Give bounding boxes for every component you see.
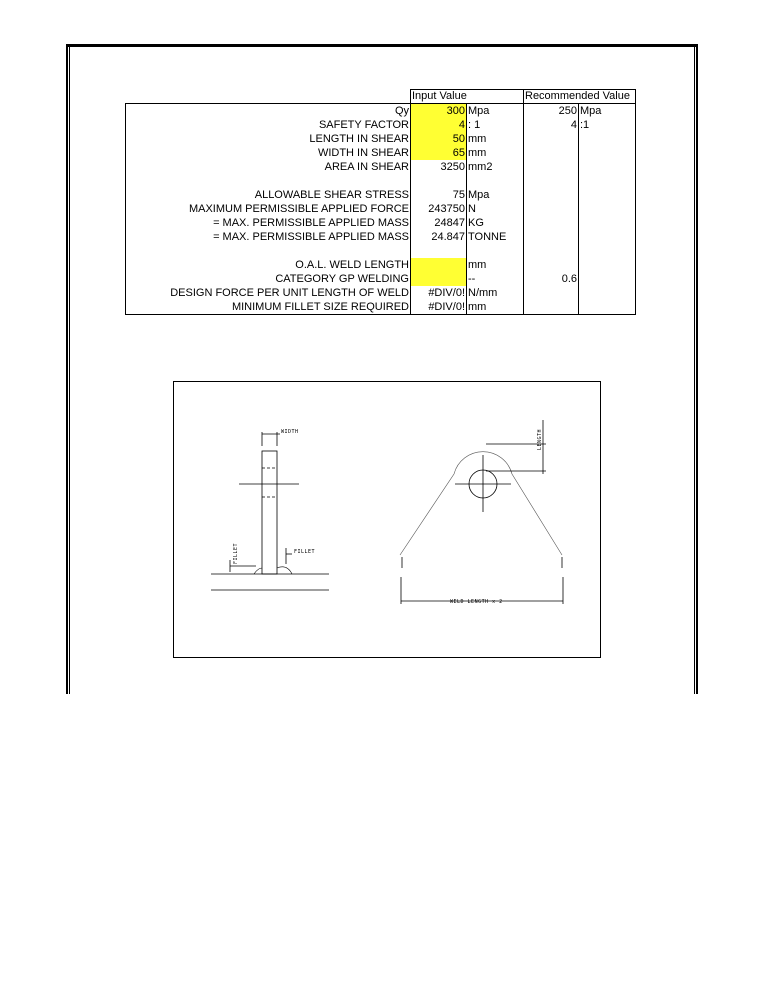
row-min-fillet-size (126, 300, 636, 315)
calculation-sheet (125, 89, 636, 315)
unit-cell: KG (468, 216, 484, 229)
value-cell: 243750 (411, 202, 467, 216)
row-label: CATEGORY GP WELDING (126, 272, 411, 286)
row-label: DESIGN FORCE PER UNIT LENGTH OF WELD (126, 286, 411, 300)
lug-weld-drawing (173, 381, 601, 658)
fillet-left-label: FILLET (233, 542, 239, 564)
value-cell: 24.847 (411, 230, 467, 244)
unit-cell: N (468, 202, 476, 215)
drawing-svg (174, 382, 602, 659)
row-safety-factor (126, 118, 636, 132)
page-frame-inner-rule (694, 44, 695, 694)
unit-cell (467, 244, 524, 258)
spacer-row (126, 174, 636, 188)
unit-cell: mm (467, 300, 524, 315)
recommended-unit-cell (579, 202, 636, 216)
input-cell-safety-factor[interactable]: 4 (411, 118, 467, 132)
row-area-in-shear (126, 160, 636, 174)
recommended-cell (524, 244, 579, 258)
unit-cell: Mpa (467, 104, 524, 119)
input-cell-width-in-shear[interactable]: 65 (411, 146, 467, 160)
row-category-gp-welding (126, 272, 636, 286)
recommended-cell (524, 286, 579, 300)
unit-cell: TONNE (468, 230, 507, 243)
unit-cell: : 1 (468, 118, 481, 131)
row-label (126, 174, 411, 188)
width-dim-label: WIDTH (281, 429, 299, 435)
row-oal-weld-length (126, 258, 636, 272)
recommended-unit-cell (579, 146, 636, 160)
recommended-unit-cell (579, 132, 636, 146)
row-max-applied-force (126, 202, 636, 216)
row-label: WIDTH IN SHEAR (126, 146, 411, 160)
row-qy (126, 104, 636, 119)
value-cell: 3250 (411, 160, 467, 174)
row-label: ALLOWABLE SHEAR STRESS (126, 188, 411, 202)
row-max-applied-mass-tonne (126, 230, 636, 244)
recommended-cell (524, 202, 579, 216)
weld-length-dim-label: WELD LENGTH x 2 (450, 599, 503, 605)
recommended-cell: 0.6 (524, 272, 579, 286)
value-cell: 75 (411, 188, 467, 202)
row-label: O.A.L. WELD LENGTH (126, 258, 411, 272)
recommended-unit-cell: :1 (579, 118, 636, 132)
recommended-unit-cell (579, 230, 636, 244)
row-length-in-shear (126, 132, 636, 146)
row-width-in-shear (126, 146, 636, 160)
input-cell-qy[interactable]: 300 (411, 104, 467, 119)
header-row (126, 90, 636, 104)
recommended-unit-cell (579, 286, 636, 300)
unit-cell: mm (468, 146, 487, 159)
recommended-cell: 4 (524, 118, 579, 132)
input-cell-category-gp-welding[interactable] (411, 272, 467, 286)
row-label: AREA IN SHEAR (126, 160, 411, 174)
row-label: SAFETY FACTOR (126, 118, 411, 132)
input-cell-oal-weld-length[interactable] (411, 258, 467, 272)
value-cell (411, 174, 467, 188)
row-label: = MAX. PERMISSIBLE APPLIED MASS (126, 230, 411, 244)
unit-cell (467, 174, 524, 188)
row-label: LENGTH IN SHEAR (126, 132, 411, 146)
row-design-force-per-length (126, 286, 636, 300)
recommended-cell (524, 160, 579, 174)
recommended-unit-cell (579, 258, 636, 272)
recommended-cell (524, 216, 579, 230)
fillet-right-label: FILLET (294, 549, 316, 555)
unit-cell: Mpa (468, 188, 490, 201)
header-recommended-value: Recommended Value (524, 90, 636, 104)
value-cell (411, 244, 467, 258)
recommended-cell (524, 230, 579, 244)
row-label: = MAX. PERMISSIBLE APPLIED MASS (126, 216, 411, 230)
recommended-unit-cell (579, 216, 636, 230)
recommended-cell (524, 174, 579, 188)
row-label: MINIMUM FILLET SIZE REQUIRED (126, 300, 411, 315)
unit-cell: -- (468, 272, 476, 285)
recommended-unit-cell (579, 160, 636, 174)
recommended-cell (524, 132, 579, 146)
unit-cell: N/mm (468, 286, 498, 299)
input-cell-length-in-shear[interactable]: 50 (411, 132, 467, 146)
row-allowable-shear-stress (126, 188, 636, 202)
plate-side (262, 451, 277, 574)
recommended-unit-cell: Mpa (579, 104, 636, 119)
recommended-cell (524, 146, 579, 160)
value-cell: #DIV/0! (411, 286, 467, 300)
recommended-unit-cell (579, 244, 636, 258)
recommended-unit-cell (579, 188, 636, 202)
spacer-row (126, 244, 636, 258)
recommended-cell (524, 188, 579, 202)
unit-cell: mm (468, 258, 487, 271)
value-cell: #DIV/0! (411, 300, 467, 315)
length-dim-label: LENGTH (537, 428, 543, 450)
side-view (211, 432, 329, 590)
row-max-applied-mass-kg (126, 216, 636, 230)
row-label: MAXIMUM PERMISSIBLE APPLIED FORCE (126, 202, 411, 216)
row-label: Qy (126, 104, 411, 119)
value-cell: 24847 (411, 216, 467, 230)
header-spacer (126, 90, 411, 104)
recommended-cell (524, 300, 579, 315)
header-input-value: Input Value (411, 90, 524, 104)
unit-cell: mm2 (468, 160, 493, 173)
recommended-unit-cell (579, 174, 636, 188)
row-label (126, 244, 411, 258)
recommended-unit-cell (579, 272, 636, 286)
unit-cell: mm (468, 132, 487, 145)
lug-outline (400, 452, 562, 555)
recommended-cell: 250 (524, 104, 579, 119)
recommended-unit-cell (579, 300, 636, 315)
recommended-cell (524, 258, 579, 272)
